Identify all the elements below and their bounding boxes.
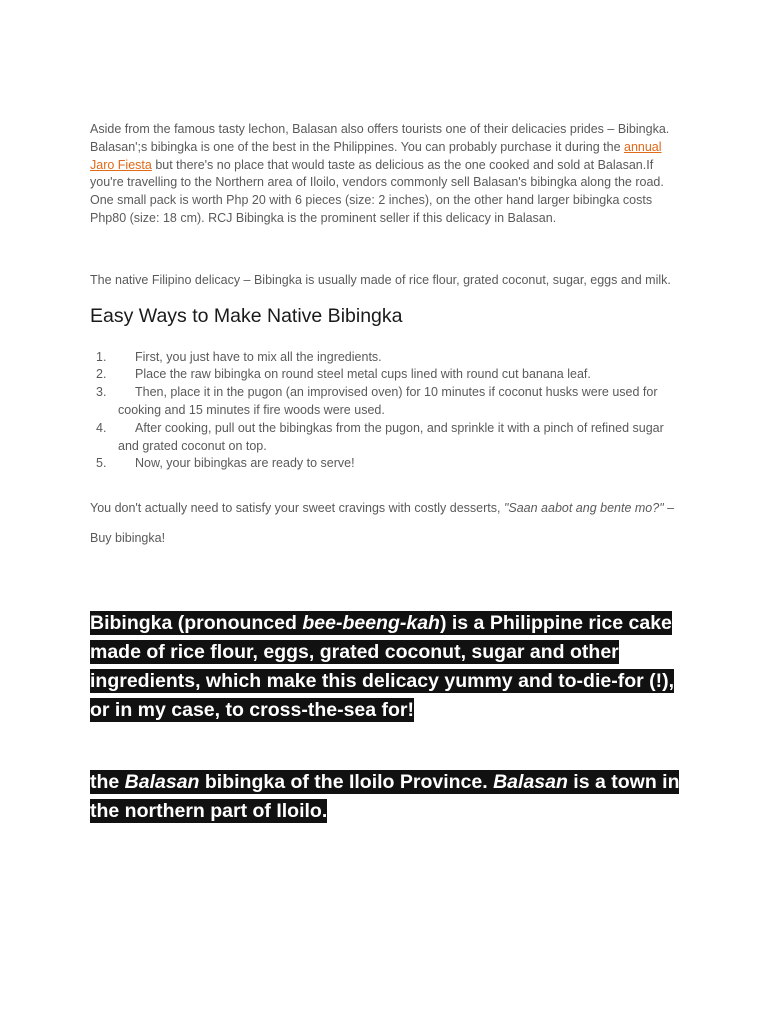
highlight-text-end: is a town in the northern part of Iloilo.	[90, 771, 680, 823]
step-number: 1.	[96, 349, 107, 364]
step-text: Place the raw bibingka on round steel metal cups lined with round cut banana leaf.	[135, 367, 591, 382]
balasan-italic: Balasan	[124, 771, 200, 794]
list-item	[90, 366, 682, 384]
step-number: 4.	[96, 420, 107, 435]
pronunciation: bee-beeng-kah	[302, 612, 440, 635]
step-text: Then, place it in the pugon (an improvised oven) for 10 minutes if coconut husks were used for cooking and 15 minutes if fire woods were used.	[118, 385, 658, 417]
highlight-paragraph-balasan	[90, 768, 682, 826]
intro-text-before-link: Aside from the famous tasty lechon, Balasan also offers tourists one of their delicacies prides – Bibingka. Balasan';s bibingka is one of the best in the Philippines. You can probably purchase it during the	[90, 122, 670, 154]
document-page	[90, 121, 682, 826]
highlight-paragraph-bibingka	[90, 609, 682, 725]
highlight-text-end: ) is a Philippine rice cake made of rice flour, eggs, grated coconut, sugar and other ingredients, which make this delicacy yummy and to-die-for (!), or in my case, to cross-the-sea for!	[90, 612, 675, 722]
closing-text: You don't actually need to satisfy your sweet cravings with costly desserts,	[90, 501, 504, 516]
list-item	[90, 349, 682, 367]
step-text: Now, your bibingkas are ready to serve!	[135, 456, 355, 471]
step-text: First, you just have to mix all the ingredients.	[135, 349, 382, 364]
highlight-text: Bibingka (pronounced	[90, 612, 303, 635]
list-item	[90, 384, 682, 420]
closing-text-end: – Buy bibingka!	[90, 501, 675, 546]
step-number: 5.	[96, 456, 107, 471]
balasan-italic-2: Balasan	[493, 771, 568, 794]
native-delicacy-paragraph: The native Filipino delicacy – Bibingka is usually made of rice flour, grated coconut, sugar, eggs and milk.	[90, 272, 671, 287]
step-text: After cooking, pull out the bibingkas from the pugon, and sprinkle it with a pinch of refined sugar and grated coconut on top.	[118, 420, 664, 453]
steps-list	[90, 349, 682, 474]
section-heading: Easy Ways to Make Native Bibingka	[90, 304, 403, 327]
highlight-text-mid: bibingka of the Iloilo Province.	[199, 771, 494, 794]
jaro-fiesta-link[interactable]: annual Jaro Fiesta	[90, 139, 662, 172]
closing-quote: "Saan aabot ang bente mo?"	[503, 501, 664, 516]
step-number: 2.	[96, 367, 107, 382]
intro-text-after-link: but there's no place that would taste as delicious as the one cooked and sold at Balasan.If you're travelling to the Northern area of Iloilo, vendors commonly sell Balasan's bibingka along the road. One small pack is worth Php 20 with 6 pieces (size: 2 inches), on the other hand larger bibingka costs Php80 (size: 18 cm). RCJ Bibingka is the prominent seller if this delicacy in Balasan.	[90, 157, 664, 225]
step-number: 3.	[96, 385, 107, 400]
intro-paragraph	[90, 121, 682, 228]
highlight-text: the	[90, 771, 125, 794]
list-item	[90, 455, 682, 473]
list-item	[90, 420, 682, 456]
closing-paragraph	[90, 493, 682, 553]
